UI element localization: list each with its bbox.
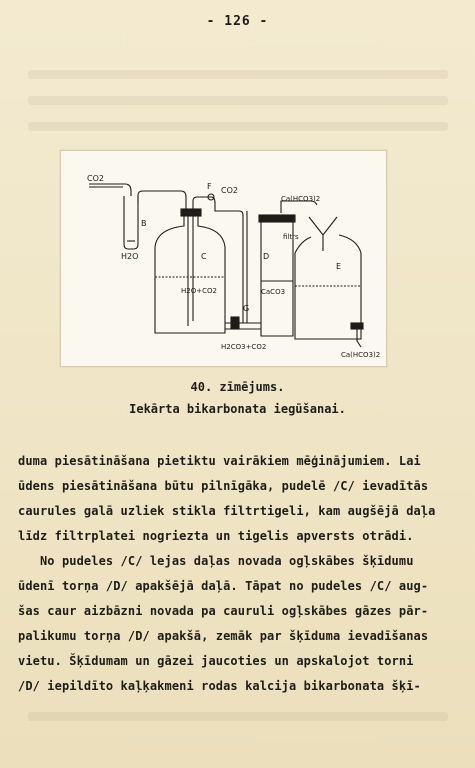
label-co2-inlet: CO2	[87, 174, 104, 183]
show-through-line	[28, 96, 448, 105]
label-b: B	[141, 219, 147, 228]
text-line: /D/ iepildīto kaļķakmeni rodas kalcija bikarbonata šķī-	[18, 679, 421, 693]
label-caco3: CaCO3	[261, 288, 286, 296]
page-number: - 126 -	[206, 14, 269, 29]
co2-inlet-tube	[89, 184, 131, 196]
label-h2o: H2O	[121, 252, 139, 261]
show-through-line	[28, 712, 448, 721]
label-e: E	[336, 262, 342, 271]
label-co2-top: CO2	[221, 186, 238, 195]
label-h2co3: H2CO3+CO2	[221, 343, 267, 351]
outlet-tap	[351, 323, 363, 329]
label-c: C	[201, 252, 207, 261]
valve-g	[231, 317, 239, 329]
label-g: G	[243, 304, 250, 313]
label-h2o-co2: H2O+CO2	[181, 287, 217, 295]
show-through-line	[28, 122, 448, 131]
label-d: D	[263, 252, 270, 261]
text-line: duma piesātināšana pietiktu vairākiem mēģinājumiem. Lai	[18, 454, 421, 468]
label-filtrs: filtrs	[283, 233, 299, 241]
label-cahco3-top: Ca(HCO3)2	[281, 195, 321, 203]
text-line: palikumu torņa /D/ apakšā, zemāk par šķīduma ievadīšanas	[18, 629, 429, 643]
tower-d-stopper	[259, 215, 295, 222]
text-line: šas caur aizbāzni novada pa cauruli ogļskābes gāzes pār-	[18, 604, 429, 618]
text-line: caurules galā uzliek stikla filtrtigeli, kam augšējā daļa	[18, 504, 436, 518]
text-line: ūdens piesātināšana būtu pilnīgāka, pudelē /C/ ievadītās	[18, 479, 429, 493]
text-line: vietu. Šķīdumam un gāzei jaucoties un apskalojot torni	[18, 654, 414, 668]
tube-b-to-c	[138, 191, 186, 209]
bottle-c	[155, 215, 225, 333]
filter-funnel	[309, 217, 337, 235]
text-line: No pudeles /C/ lejas daļas novada ogļskābes šķīdumu	[18, 554, 414, 568]
tap-f-line	[193, 197, 215, 209]
tube-c-to-d	[215, 203, 243, 323]
text-line: līdz filtrplatei nogriezta un tigelis apversts otrādi.	[18, 529, 414, 543]
figure-number: 40. zīmējums.	[190, 380, 285, 394]
show-through-line	[28, 70, 448, 79]
figure-title: Iekārta bikarbonata iegūšanai.	[129, 402, 346, 416]
label-f: F	[207, 182, 212, 191]
bottle-c-stopper	[181, 209, 201, 216]
label-cahco3-bottom: Ca(HCO3)2	[341, 351, 381, 359]
apparatus-diagram	[61, 151, 386, 366]
apparatus-figure	[60, 150, 387, 367]
text-line: ūdenī torņa /D/ apakšējā daļā. Tāpat no pudeles /C/ aug-	[18, 579, 429, 593]
